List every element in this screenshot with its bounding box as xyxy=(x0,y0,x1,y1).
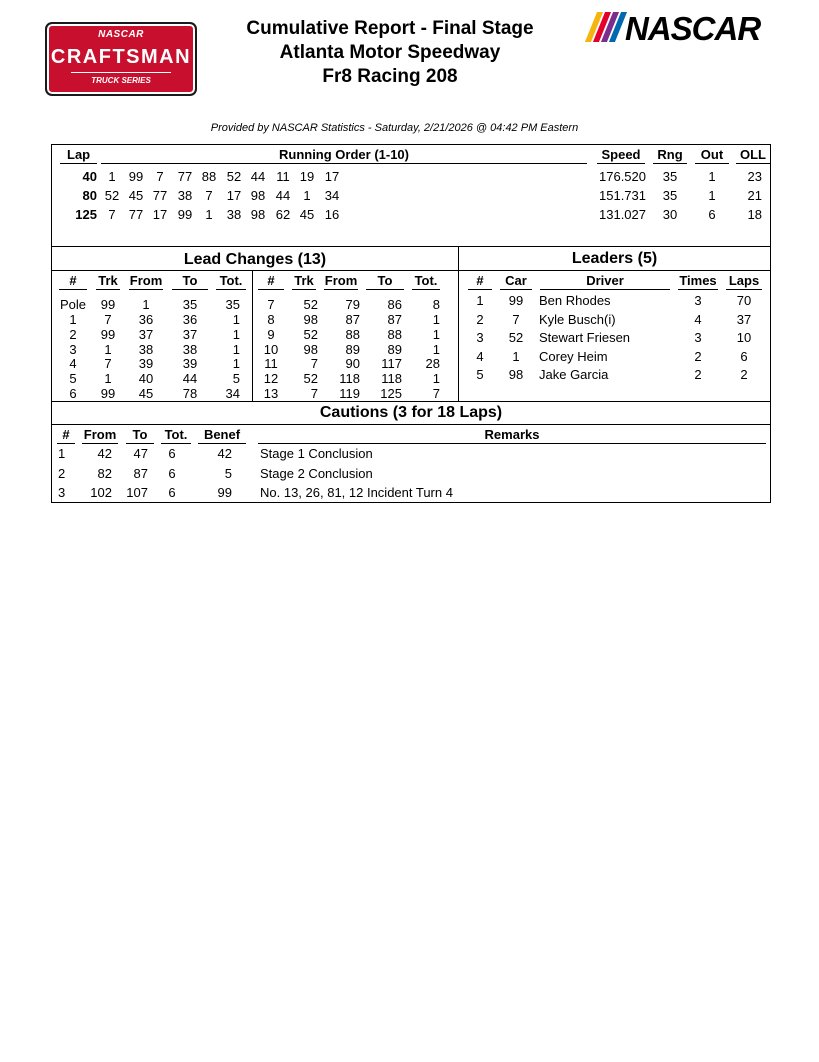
leaders-header-num: # xyxy=(476,273,484,288)
running-order-lap: 40 xyxy=(82,169,97,184)
lead-changes-header-to: To xyxy=(377,273,393,288)
leader-laps: 70 xyxy=(736,293,752,308)
cautions-header-underline xyxy=(82,443,118,444)
running-order-car: 99 xyxy=(128,169,144,184)
cautions-header-tot: Tot. xyxy=(164,427,188,442)
lead-change-truck: 99 xyxy=(100,327,116,342)
lead-change-from: 79 xyxy=(345,297,360,312)
running-order-car: 98 xyxy=(250,207,266,222)
running-order-car: 45 xyxy=(299,207,315,222)
lead-change-num: 5 xyxy=(69,371,77,386)
leader-times: 3 xyxy=(694,330,702,345)
lead-change-to: 88 xyxy=(387,327,402,342)
cautions-header-benef: Benef xyxy=(203,427,241,442)
running-order-oll: 23 xyxy=(747,169,762,184)
leader-driver: Stewart Friesen xyxy=(539,330,631,345)
lead-change-truck: 52 xyxy=(303,371,318,386)
lead-change-to: 37 xyxy=(182,327,198,342)
caution-beneficiary: 42 xyxy=(217,446,232,461)
cautions-header-underline xyxy=(57,443,75,444)
running-order-car: 11 xyxy=(276,169,290,184)
lead-changes-header-underline xyxy=(366,289,404,290)
leaders-header-underline xyxy=(540,289,670,290)
leader-laps: 2 xyxy=(740,367,748,382)
lead-changes-title-line xyxy=(51,270,771,271)
lead-change-total: 1 xyxy=(432,342,440,357)
leader-car: 1 xyxy=(512,348,520,364)
running-order-speed: 131.027 xyxy=(599,207,646,222)
running-order-out: 1 xyxy=(708,169,716,184)
provided-by-line: Provided by NASCAR Statistics - Saturday, 2/21/2026 @ 04:42 PM Eastern xyxy=(210,122,579,134)
lead-changes-header-underline xyxy=(172,289,208,290)
lead-change-from: 87 xyxy=(345,312,360,327)
caution-to: 87 xyxy=(133,465,148,481)
running-order-car: 52 xyxy=(104,188,120,203)
report-title: Cumulative Report - Final Stage xyxy=(246,18,534,39)
running-order-car: 16 xyxy=(324,207,340,222)
leader-times: 2 xyxy=(694,348,702,364)
lead-change-total: 28 xyxy=(425,356,440,371)
lead-changes-title: Lead Changes (13) xyxy=(183,251,327,268)
cautions-header-underline xyxy=(198,443,246,444)
leader-car: 99 xyxy=(508,293,524,308)
running-order-car: 7 xyxy=(156,169,164,184)
lead-changes-header-num: # xyxy=(69,273,77,288)
caution-beneficiary: 99 xyxy=(217,485,232,500)
lead-change-num: 12 xyxy=(263,371,279,386)
lead-change-from: 38 xyxy=(138,342,154,357)
lead-changes-header-from: From xyxy=(324,273,358,288)
lead-changes-header-underline xyxy=(412,289,440,290)
leader-num: 4 xyxy=(476,348,484,364)
lead-change-truck: 52 xyxy=(303,297,318,312)
leader-num: 1 xyxy=(476,293,484,308)
running-order-car: 88 xyxy=(201,169,217,184)
lead-change-truck: 52 xyxy=(303,327,318,342)
lead-change-total: 1 xyxy=(232,327,240,342)
caution-to: 107 xyxy=(126,485,148,500)
leaders-header-driver: Driver xyxy=(586,273,624,288)
leader-num: 3 xyxy=(476,330,484,345)
lead-changes-header-tot: Tot. xyxy=(414,273,438,288)
lead-change-num: Pole xyxy=(59,297,87,312)
running-order-car: 1 xyxy=(205,207,213,222)
lead-change-from: 90 xyxy=(345,356,360,371)
running-order-car: 1 xyxy=(108,169,116,184)
lead-changes-header-from: From xyxy=(129,273,163,288)
lead-change-from: 45 xyxy=(138,386,154,401)
leaders-header-underline xyxy=(678,289,718,290)
running-order-header-out-underline xyxy=(695,163,729,164)
running-order-car: 38 xyxy=(177,188,193,203)
lead-changes-header-underline xyxy=(292,289,316,290)
running-order-rng: 35 xyxy=(662,169,678,184)
lead-change-from: 36 xyxy=(138,312,154,327)
lead-change-from: 119 xyxy=(339,386,360,401)
running-order-rng: 30 xyxy=(662,207,678,222)
lead-change-num: 10 xyxy=(263,342,279,357)
running-order-oll: 21 xyxy=(747,188,762,203)
running-order-header-order-underline xyxy=(101,163,587,164)
running-order-car: 7 xyxy=(205,188,213,203)
running-order-car: 62 xyxy=(275,207,291,222)
lead-changes-header-trk: Trk xyxy=(294,273,314,288)
lead-change-from: 88 xyxy=(345,327,360,342)
lead-change-from: 39 xyxy=(138,356,154,371)
leader-times: 3 xyxy=(694,293,702,308)
lead-change-truck: 99 xyxy=(100,297,116,312)
leader-car: 52 xyxy=(508,330,524,345)
running-order-car: 77 xyxy=(177,169,193,184)
caution-from: 42 xyxy=(97,446,112,461)
leader-num: 5 xyxy=(476,367,484,382)
lead-change-to: 78 xyxy=(182,386,198,401)
running-order-header-oll: OLL xyxy=(740,147,766,162)
lead-change-to: 39 xyxy=(182,356,198,371)
lead-changes-header-underline xyxy=(258,289,284,290)
running-order-car: 44 xyxy=(275,188,291,203)
logo-nascar-text: NASCAR xyxy=(98,29,144,40)
lead-changes-header-to: To xyxy=(182,273,198,288)
caution-total: 6 xyxy=(168,465,176,481)
lead-change-to: 87 xyxy=(387,312,402,327)
lead-change-from: 40 xyxy=(138,371,154,386)
leaders-header-underline xyxy=(468,289,492,290)
lead-changes-header-num: # xyxy=(267,273,275,288)
running-order-speed: 151.731 xyxy=(599,188,646,203)
logo-craftsman-text: CRAFTSMAN xyxy=(50,46,192,68)
lead-change-to: 117 xyxy=(381,356,402,371)
running-order-car: 17 xyxy=(226,188,242,203)
leader-driver: Jake Garcia xyxy=(539,367,609,382)
leader-laps: 10 xyxy=(736,330,752,345)
running-order-car: 19 xyxy=(299,169,315,184)
caution-remarks: Stage 1 Conclusion xyxy=(260,446,373,461)
lead-change-from: 1 xyxy=(142,297,150,312)
lead-changes-header-underline xyxy=(324,289,358,290)
running-order-header-out: Out xyxy=(700,147,724,162)
lead-change-from: 37 xyxy=(138,327,154,342)
lead-change-to: 35 xyxy=(182,297,198,312)
caution-total: 6 xyxy=(168,485,176,500)
lead-change-to: 36 xyxy=(182,312,198,327)
leaders-header-underline xyxy=(726,289,762,290)
lead-change-truck: 7 xyxy=(104,312,112,327)
lead-change-num: 6 xyxy=(69,386,77,401)
lead-change-truck: 99 xyxy=(100,386,116,401)
running-order-header-rng-underline xyxy=(653,163,687,164)
lead-change-total: 1 xyxy=(432,327,440,342)
running-order-header-rng: Rng xyxy=(657,147,683,162)
track-name: Atlanta Motor Speedway xyxy=(279,42,501,63)
running-order-car: 44 xyxy=(250,169,266,184)
lead-change-truck: 7 xyxy=(310,386,318,401)
running-order-header-oll-underline xyxy=(736,163,770,164)
lead-change-to: 38 xyxy=(182,342,198,357)
leader-driver: Ben Rhodes xyxy=(539,293,611,308)
lead-changes-header-tot: Tot. xyxy=(219,273,243,288)
lead-change-num: 8 xyxy=(267,312,275,327)
leader-driver: Corey Heim xyxy=(539,348,608,364)
caution-beneficiary: 5 xyxy=(224,465,232,481)
running-order-car: 77 xyxy=(128,207,144,222)
lead-change-to: 86 xyxy=(387,297,402,312)
lead-change-num: 13 xyxy=(263,386,279,401)
craftsman-truck-series-logo xyxy=(45,22,197,96)
lead-change-total: 35 xyxy=(225,297,240,312)
caution-num: 2 xyxy=(58,465,66,481)
lead-change-total: 1 xyxy=(232,312,240,327)
leader-times: 2 xyxy=(694,367,702,382)
nascar-logo xyxy=(585,10,770,46)
logo-divider xyxy=(71,72,171,73)
cautions-header-from: From xyxy=(83,427,117,442)
leader-car: 98 xyxy=(508,367,524,382)
leader-num: 2 xyxy=(476,311,484,327)
leader-times: 4 xyxy=(694,311,702,327)
leader-laps: 6 xyxy=(740,348,748,364)
lead-change-to: 44 xyxy=(182,371,198,386)
running-order-car: 34 xyxy=(324,188,340,203)
running-order-car: 7 xyxy=(108,207,116,222)
caution-total: 6 xyxy=(168,446,176,461)
lead-changes-header-underline xyxy=(59,289,87,290)
caution-num: 3 xyxy=(58,485,66,500)
running-order-car: 38 xyxy=(226,207,242,222)
lead-change-total: 8 xyxy=(432,297,440,312)
running-order-header-lap-underline xyxy=(60,163,97,164)
race-name: Fr8 Racing 208 xyxy=(322,66,458,87)
lead-change-total: 1 xyxy=(432,312,440,327)
running-order-car: 77 xyxy=(152,188,168,203)
leader-driver: Kyle Busch(i) xyxy=(539,311,616,327)
running-order-car: 45 xyxy=(128,188,144,203)
running-order-rng: 35 xyxy=(662,188,678,203)
lead-change-num: 7 xyxy=(267,297,275,312)
running-order-car: 52 xyxy=(226,169,242,184)
caution-from: 82 xyxy=(97,465,112,481)
running-order-car: 1 xyxy=(303,188,311,203)
caution-to: 47 xyxy=(133,446,148,461)
running-order-lap: 125 xyxy=(75,207,97,222)
lead-change-truck: 1 xyxy=(104,371,112,386)
lead-change-from: 118 xyxy=(339,371,360,386)
lead-change-to: 125 xyxy=(380,386,402,401)
lead-change-to: 118 xyxy=(381,371,402,386)
lead-changes-column-divider xyxy=(252,270,253,401)
running-order-oll: 18 xyxy=(747,207,762,222)
leader-laps: 37 xyxy=(736,311,752,327)
lead-change-truck: 7 xyxy=(310,356,318,371)
running-order-speed: 176.520 xyxy=(599,169,646,184)
leaders-header-underline xyxy=(500,289,532,290)
leaders-header-car: Car xyxy=(505,273,527,288)
lead-change-to: 89 xyxy=(387,342,402,357)
running-order-car: 17 xyxy=(324,169,340,184)
running-order-header-lap: Lap xyxy=(67,147,91,162)
cautions-header-remarks: Remarks xyxy=(484,427,540,442)
lead-change-num: 2 xyxy=(69,327,77,342)
running-order-out: 6 xyxy=(708,207,716,222)
lead-change-num: 9 xyxy=(267,327,275,342)
cautions-header-underline xyxy=(126,443,154,444)
cautions-title-line xyxy=(51,424,771,425)
lead-change-total: 1 xyxy=(232,342,240,357)
lead-change-total: 1 xyxy=(432,371,440,386)
lead-change-truck: 7 xyxy=(104,356,112,371)
running-order-car: 98 xyxy=(250,188,266,203)
lead-changes-header-underline xyxy=(129,289,163,290)
running-order-header-speed-underline xyxy=(597,163,645,164)
running-order-out: 1 xyxy=(708,188,716,203)
cautions-header-underline xyxy=(258,443,766,444)
caution-remarks: Stage 2 Conclusion xyxy=(260,465,373,481)
leader-car: 7 xyxy=(512,311,520,327)
leaders-header-laps: Laps xyxy=(728,273,760,288)
lead-change-num: 4 xyxy=(69,356,77,371)
cautions-header-to: To xyxy=(132,427,148,442)
running-order-car: 99 xyxy=(177,207,193,222)
cautions-title: Cautions (3 for 18 Laps) xyxy=(319,404,503,421)
logo-series-text: TRUCK SERIES xyxy=(91,76,151,85)
lead-changes-header-underline xyxy=(96,289,120,290)
caution-num: 1 xyxy=(58,446,66,461)
cautions-header-num: # xyxy=(62,427,70,442)
running-order-lap: 80 xyxy=(82,188,97,203)
lead-change-total: 7 xyxy=(432,386,440,401)
lead-changes-header-trk: Trk xyxy=(98,273,118,288)
lead-change-truck: 98 xyxy=(303,312,318,327)
leaders-header-times: Times xyxy=(679,273,717,288)
lead-change-total: 34 xyxy=(225,386,240,401)
lead-change-truck: 1 xyxy=(104,342,112,357)
lead-changes-header-underline xyxy=(216,289,246,290)
lead-change-num: 3 xyxy=(69,342,77,357)
logo-nascar-word: NASCAR xyxy=(625,10,761,47)
cautions-header-underline xyxy=(161,443,191,444)
lead-change-total: 5 xyxy=(232,371,240,386)
lead-change-total: 1 xyxy=(232,356,240,371)
lead-change-num: 1 xyxy=(69,312,77,327)
caution-remarks: No. 13, 26, 81, 12 Incident Turn 4 xyxy=(260,485,453,500)
leaders-title: Leaders (5) xyxy=(571,250,658,267)
caution-from: 102 xyxy=(90,485,112,500)
lead-change-num: 11 xyxy=(264,356,278,371)
running-order-header-speed: Speed xyxy=(601,147,641,162)
lead-change-from: 89 xyxy=(345,342,360,357)
running-order-header-order: Running Order (1-10) xyxy=(278,147,409,162)
lead-change-truck: 98 xyxy=(303,342,318,357)
running-order-car: 17 xyxy=(152,207,168,222)
